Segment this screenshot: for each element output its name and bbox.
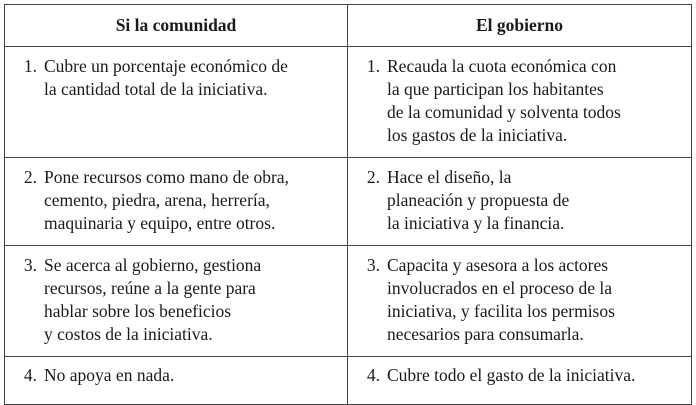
text-line: de la comunidad y solventa todos — [387, 102, 621, 122]
item-text — [387, 55, 683, 147]
header-community: Si la comunidad — [5, 5, 348, 47]
item-text — [44, 166, 339, 235]
list-item — [5, 55, 339, 101]
text-line: los gastos de la iniciativa. — [387, 125, 568, 145]
text-line: Cubre todo el gasto de la iniciativa. — [387, 365, 636, 385]
item-number: 1. — [23, 56, 37, 76]
list-item — [348, 254, 683, 346]
government-cell — [348, 357, 692, 405]
list-item — [348, 55, 683, 147]
community-cell — [5, 246, 348, 357]
item-text — [44, 55, 339, 101]
community-cell — [5, 357, 348, 405]
list-item — [5, 166, 339, 235]
item-number: 2. — [23, 167, 37, 187]
text-line: planeación y propuesta de — [387, 190, 570, 210]
header-row — [5, 5, 692, 47]
text-line: recursos, reúne a la gente para — [44, 278, 256, 298]
text-line: la iniciativa y la financia. — [387, 213, 565, 233]
text-line: cemento, piedra, arena, herrería, — [44, 190, 270, 210]
table-row — [5, 357, 692, 405]
item-text — [44, 254, 339, 346]
table-row — [5, 158, 692, 246]
table-row — [5, 47, 692, 158]
list-item — [5, 254, 339, 346]
header-government: El gobierno — [348, 5, 692, 47]
item-number: 1. — [366, 56, 380, 76]
item-text — [387, 166, 683, 235]
text-line: Recauda la cuota económica con — [387, 56, 617, 76]
item-text — [387, 364, 683, 387]
text-line: y costos de la iniciativa. — [44, 324, 213, 344]
item-number: 4. — [366, 365, 380, 385]
text-line: Cubre un porcentaje económico de — [44, 56, 288, 76]
text-line: la que participan los habitantes — [387, 79, 604, 99]
text-line: hablar sobre los beneficios — [44, 301, 232, 321]
community-cell — [5, 158, 348, 246]
government-cell — [348, 158, 692, 246]
text-line: iniciativa, y facilita los permisos — [387, 301, 615, 321]
text-line: Hace el diseño, la — [387, 167, 512, 187]
item-number: 2. — [366, 167, 380, 187]
item-number: 3. — [23, 255, 37, 275]
text-line: Capacita y asesora a los actores — [387, 255, 609, 275]
government-cell — [348, 47, 692, 158]
item-text — [44, 364, 339, 387]
government-cell — [348, 246, 692, 357]
comparison-table — [4, 4, 692, 405]
community-cell — [5, 47, 348, 158]
list-item — [5, 364, 339, 387]
list-item — [348, 166, 683, 235]
text-line: involucrados en el proceso de la — [387, 278, 612, 298]
text-line: maquinaria y equipo, entre otros. — [44, 213, 276, 233]
item-number: 4. — [23, 365, 37, 385]
table-row — [5, 246, 692, 357]
text-line: No apoya en nada. — [44, 365, 175, 385]
text-line: necesarios para consumarla. — [387, 324, 584, 344]
item-number: 3. — [366, 255, 380, 275]
text-line: Se acerca al gobierno, gestiona — [44, 255, 262, 275]
text-line: la cantidad total de la iniciativa. — [44, 79, 268, 99]
list-item — [348, 364, 683, 387]
item-text — [387, 254, 683, 346]
text-line: Pone recursos como mano de obra, — [44, 167, 289, 187]
